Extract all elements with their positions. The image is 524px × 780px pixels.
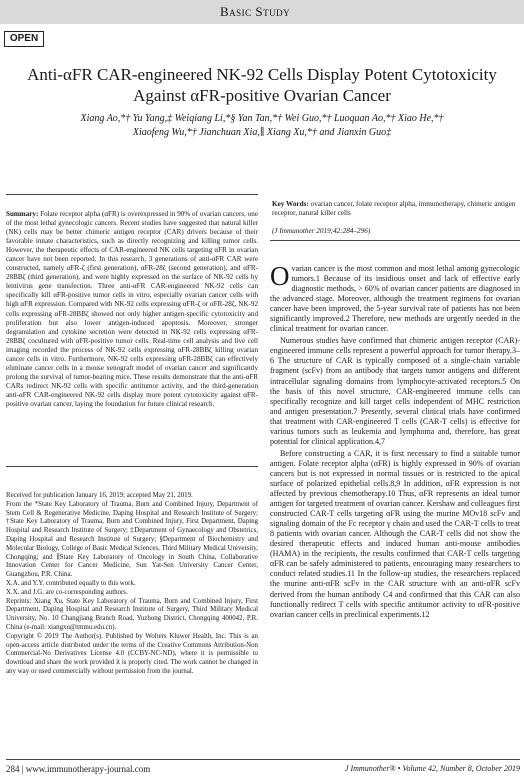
received-dates: Received for publication January 16, 2019; accepted May 21, 2019. xyxy=(6,492,193,499)
keywords xyxy=(272,200,518,219)
reprints-note: Reprints: Xiang Xu, State Key Laboratory of Trauma, Burn and Combined Injury, First Department, Daping Hospital and Research Institute of Surgery, Third Military Medical University, No. 10 Changjiang Branch Road, Yuzhong District, Chongqing 400042, P.R. China (e-mail: xiangxu@tmmu.edu.cn). xyxy=(6,597,258,631)
body-paragraph-1: Ovarian cancer is the most common and most lethal among gynecologic tumors.1 Because of its insidious onset and lack of effective early diagnostic methods, > 60% of ovarian cancer patients are diagnosed in the advanced stage. Moreover, although the treatment regimens for ovarian cancer have been improved, the 5-year survival rate of patients has not been significantly improved.2 Therefore, new methods are urgently needed in the clinical treatment for ovarian cancer. xyxy=(270,261,520,334)
page-footer-left: 284 | www.immunotherapy-journal.com xyxy=(6,764,151,774)
affiliations: From the *State Key Laboratory of Trauma, Burn and Combined Injury, Department of Stem Cell & Regenerative Medicine, Daping Hospital and Research Institute of Surgery; †State Key Laboratory of Trauma, Burn and Combined Injury, First Department, Daping Hospital and Research Institute of Surgery; ‡Department of Gynaecology and Obstetrics, Daping Hospital and Research Institute of Surgery; §Department of Biochemistry and Molecular Biology, College of Basic Medical Sciences, Third Military Medical University, Chongqing; and ∥State Key Laboratory of Oncology in South China, Collaborative Innovation Center for Cancer Medicine, Sun Yat-Sen University Cancer Center, Guangzhou, P.R. China. xyxy=(6,500,258,579)
keywords-text: ovarian cancer, folate receptor alpha, immunotherapy, chimeric antigen receptor, natural killer cells xyxy=(272,200,516,218)
article-notes xyxy=(6,492,258,677)
abstract-text: Folate receptor alpha (αFR) is overexpressed in 90% of ovarian cancers, one of the most lethal gynecologic cancers. Recent studies have suggested that natural killer (NK) cells may be better chimeric antigen receptor (CAR) drivers because of their favorable innate characteristics, such as directly recognizing and killing tumor cells. However, the therapeutic effects of CAR-engineered NK cells targeting αFR in ovarian cancer have not been reported. In this research, 3 generations of anti-αFR CAR were constructed, namely αFR-ζ (first generation), αFR-28ζ (second generation), and αFR-28BBζ (third generation), and were highly expressed on the surface of NK-92 cells by lentivirus gene transfection. Three anti-αFR CAR-engineered NK-92 cells can specifically kill αFR-positive tumor cells in vitro, especially ovarian cancer cells with high αFR expression. Compared with NK-92 cells expressing αFR-ζ or αFR-28ζ, NK-92 cells expressing αFR-28BBζ showed not only higher antigen-specific cytotoxicity and proliferation but also lower antigen-induced apoptosis. Moreover, stronger degranulation and cytokine secretion were detected in NK-92 cells expressing αFR-28BBζ cocultured with αFR-positive tumor cells. Real-time cell analysis and live cell imaging recorded the process of NK-92 cells expressing αFR-28BBζ killing ovarian cancer cells in vitro. Furthermore, NK-92 cells expressing αFR-28BBζ can effectively eliminate cancer cells in a mouse xenograft model of ovarian cancer and significantly prolong the survival of tumor-bearing mice. These results demonstrate that the anti-αFR CARs redirect NK-92 cells with specific antitumor activity, and the third-generation anti-αFR CAR-engineered NK-92 cells display more potent cytotoxicity against αFR-positive ovarian cancer, laying the foundation for future clinical research. xyxy=(6,210,258,408)
equal-contribution-note: X.A. and Y.Y. contributed equally to this work. xyxy=(6,579,136,587)
abstract-bottom-rule xyxy=(6,466,258,467)
page-footer-right: J Immunother® • Volume 42, Number 8, October 2019 xyxy=(344,764,520,773)
body-text xyxy=(270,261,520,622)
section-title: Basic Study xyxy=(220,4,291,19)
article-title: Anti-αFR CAR-engineered NK-92 Cells Display Potent Cytotoxicity Against αFR-positive Ovarian Cancer xyxy=(27,65,497,105)
copyright-note: Copyright © 2019 The Author(s). Published by Wolters Kluwer Health, Inc. This is an open-access article distributed under the terms of the Creative Commons Attribution-Non Commercial-No Derivatives License 4.0 (CCBY-NC-ND), where it is permissible to download and share the work provided it is properly cited. The work cannot be changed in any way or used commercially without permission from the journal. xyxy=(6,632,258,675)
abstract-label: Summary: xyxy=(6,210,39,218)
open-access-badge: OPEN xyxy=(4,31,44,47)
body-paragraph-2: Numerous studies have confirmed that chimeric antigen receptor (CAR)-engineered immune cells represent a powerful approach for tumor therapy.3–6 The structure of CAR is typically composed of a single-chain variable fragment (scFv) from an antibody that targets tumor antigens and different intracellular signaling domains from lymphocyte-activated receptors.5 On the basis of this novel structure, CAR-engineered immune cells can specifically recognize and kill target cells independent of MHC restriction and antigen presentation.7 Presently, several clinical trials have confirmed that treatment with CAR-engineered T cells (CAR-T cells) is effective for various tumors such as leukemia and lymphoma and, therefore, has great potential for clinical application.4,7 xyxy=(270,336,520,446)
journal-citation: (J Immunother 2019;42:284–296) xyxy=(272,227,371,235)
body-paragraph-3: Before constructing a CAR, it is first necessary to find a suitable tumor antigen. Folate receptor alpha (αFR) is highly expressed in 90% of ovarian cancers but is not expressed in normal tissues or is restricted to the apical surface of polarized epithelial cells.8,9 In addition, αFR expression is not affected by previous chemotherapy.10 Thus, αFR represents an ideal tumor antigen for targeted treatment of ovarian cancer. Kershaw and colleagues first constructed CAR-T cells targeting αFR using the murine MOv18 scFv and signaling domain of the Fc receptor γ chain and used the CAR-T cells to treat 8 patients with ovarian cancer. Although the CAR-T cells did not show the desired therapeutic effects and induced human anti-mouse antibodies (HAMA) in the recipients, the results confirmed that CAR-T cells targeting αFR can be safely administered to patients, encouraging many researchers to conduct related studies.11 In the follow-up studies, the researchers replaced the murine anti-αFR scFv in the CAR structure with an anti-αFR scFv derived from the human antibody C4 and confirmed that this CAR can also functionally redirect T cells with specific antitumor activity to αFR-positive ovarian cancer cells in preclinical experiments.12 xyxy=(270,448,520,619)
drop-cap: O xyxy=(270,261,290,291)
footer-rule xyxy=(6,759,520,760)
keywords-bottom-rule xyxy=(270,240,520,241)
abstract-top-rule xyxy=(6,194,258,195)
author-list: Xiang Ao,*† Yu Yang,‡ Weiqiang Li,*§ Yan Tan,*† Wei Guo,*† Luoquan Ao,*† Xiao He,*† Xiaofeng Wu,*† Jianchuan Xia,∥ Xiang Xu,*† and Jianxin Guo‡ xyxy=(80,113,444,138)
corresponding-authors-note: X.X. and J.G. are co-corresponding authors. xyxy=(6,588,128,596)
abstract xyxy=(6,210,258,409)
keywords-label: Key Words: xyxy=(272,200,309,208)
